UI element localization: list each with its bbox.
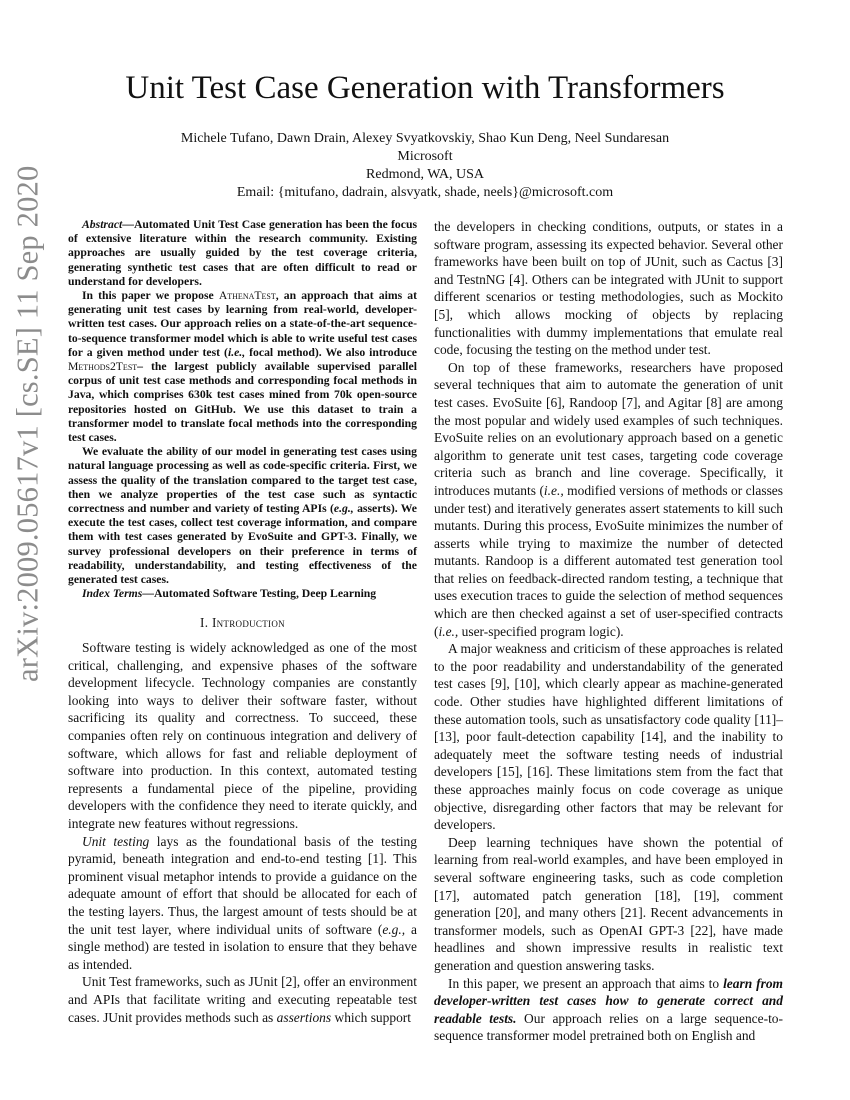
abstract — [68, 218, 417, 601]
abstract-paragraph-2: In this paper we propose AthenaTest, an approach that aims at generating unit test cases by learning from real-world, developer-written test cases. Our approach relies on a state-of-the-art sequence-to-sequence transformer model which is able to write useful test cases for a given method under test (i.e., focal method). We also introduce Methods2Test– the largest publicly available supervised parallel corpus of unit test case methods and corresponding focal methods in Java, which comprises 630k test cases mined from 70k open-source repositories hosted on GitHub. We use this dataset to train a transformer model to translate focal methods into the corresponding test cases. — [68, 289, 417, 445]
intro-paragraph-3: Unit Test frameworks, such as JUnit [2], offer an environment and APIs that facilitate writing and executing repeatable test cases. JUnit provides methods such as assertions which support — [68, 974, 417, 1025]
intro-paragraph-5: A major weakness and criticism of these approaches is related to the poor readability and understandability of the generated test cases [9], [10], which clearly appear as machine-generated code. Other studies have highlighted different limitations of these automation tools, such as unsatisfactory code quality [11]–[13], poor fault-detection capability [14], and the inability to adequately meet the software testing needs of industrial developers [15], [16]. These limitations stem from the fact that these approaches mainly focus on code coverage as unique objective, disregarding other factors that may be relevant for developers. — [434, 641, 783, 833]
emphasized-goal: learn from developer-written test cases how to generate correct and readable tests. — [434, 975, 783, 1026]
intro-paragraph-4: On top of these frameworks, researchers have proposed several techniques that aim to automate the generation of unit test cases. EvoSuite [6], Randoop [7], and Agitar [8] are among the most popular and widely used examples of such techniques. EvoSuite relies on an evolutionary approach based on a genetic algorithm to generate unit test cases, targeting code coverage criteria such as branch and line coverage. Specifically, it introduces mutants (i.e., modified versions of methods or classes under test) and iteratively generates assert statements to kill such mutants. During this process, EvoSuite minimizes the number of asserts while trying to maximize the number of detected mutants. Randoop is a different automated test generation tool that relies on feedback-directed random testing, a technique that uses execution traces to guide the selection of method sequences which are then checked against a set of user-specified contracts (i.e., user-specified program logic). — [434, 359, 783, 639]
author-email: Email: {mitufano, dadrain, alsvyatk, shade, neels}@microsoft.com — [236, 185, 614, 200]
intro-paragraph-6: Deep learning techniques have shown the potential of learning from real-world examples, and have been employed in several software engineering tasks, such as code completion [17], automated patch generation [18], [19], comment generation [20], and many others [21]. Recent advancements in transformer models, such as OpenAI GPT-3 [22], have made headlines and shown impressive results in realistic text generation and question answering tasks. — [434, 834, 783, 973]
arxiv-sidebar — [2, 165, 54, 682]
author-affiliation: Microsoft — [397, 149, 453, 164]
abstract-paragraph-3: We evaluate the ability of our model in generating test cases using natural language processing as well as code-specific criteria. First, we assess the quality of the translation compared to the target test case, then we analyze properties of the test case such as syntactic correctness and number and variety of testing APIs (e.g., asserts). We execute the test cases, collect test coverage information, and compare them with test cases generated by EvoSuite and GPT-3. Finally, we survey professional developers on their preference in terms of readability, understandability, and testing effectiveness of the generated test cases. — [68, 445, 417, 587]
paper-title: Unit Test Case Generation with Transformers — [125, 70, 725, 106]
left-column — [68, 218, 417, 1026]
index-terms: Index Terms—Automated Software Testing, Deep Learning — [82, 587, 377, 601]
methods2test-name: Methods2Test — [68, 360, 138, 374]
author-names: Michele Tufano, Dawn Drain, Alexey Svyatkovskiy, Shao Kun Deng, Neel Sundaresan — [180, 131, 670, 146]
intro-paragraph-7: In this paper, we present an approach that aims to learn from developer-written test cases how to generate correct and readable tests. Our approach relies on a large sequence-to-sequence transformer model pretrained both on English and — [434, 975, 783, 1044]
author-block — [0, 130, 850, 202]
abstract-paragraph-1: Abstract—Automated Unit Test Case generation has been the focus of extensive literature within the research community. Existing approaches are usually guided by the test coverage criteria, generating synthetic test cases that are often difficult to read or understand for developers. — [68, 218, 417, 288]
right-column — [434, 218, 783, 1045]
author-location: Redmond, WA, USA — [366, 167, 484, 182]
intro-paragraph-2: Unit testing lays as the foundational basis of the testing pyramid, beneath integration and end-to-end testing [1]. This prominent visual metaphor intends to provide a guidance on the adequate amount of effort that should be allocated for each of the testing layers. Thus, the largest amount of tests should be at the unit test layer, where individual units of software (e.g., a single method) are tested in isolation to ensure that they behave as intended. — [68, 833, 417, 972]
intro-paragraph-3-continued: the developers in checking conditions, outputs, or states in a software program, assessing its expected behavior. Several other frameworks have been built on top of JUnit, such as Cactus [3] and TestnNG [4]. Others can be integrated with JUnit to support different scenarios or testing methodologies, such as Mockito [5], which allows mocking of objects by replacing functionalities with dummy implementations that emulate real code, focusing the testing on the method under test. — [434, 219, 783, 358]
section-heading-introduction: I. Introduction — [200, 615, 285, 631]
index-terms-label: Index Terms — [82, 587, 143, 601]
arxiv-identifier: arXiv:2009.05617v1 [cs.SE] 11 Sep 2020 — [10, 165, 45, 682]
abstract-label: Abstract — [82, 218, 123, 231]
intro-paragraph-1: Software testing is widely acknowledged as one of the most critical, challenging, and expensive phases of the software development lifecycle. Technology companies are constantly looking into ways to deliver their software faster, without sacrificing its quality and correctness. To succeed, these companies often rely on continuous integration and delivery of software, which allows for fast and reliable deployment of software into production. In this context, automated testing represents a fundamental piece of the pipeline, providing developers with the confidence they need to iterate quickly, and integrate new features without regressions. — [68, 640, 417, 832]
athenatest-name: AthenaTest — [218, 289, 276, 303]
